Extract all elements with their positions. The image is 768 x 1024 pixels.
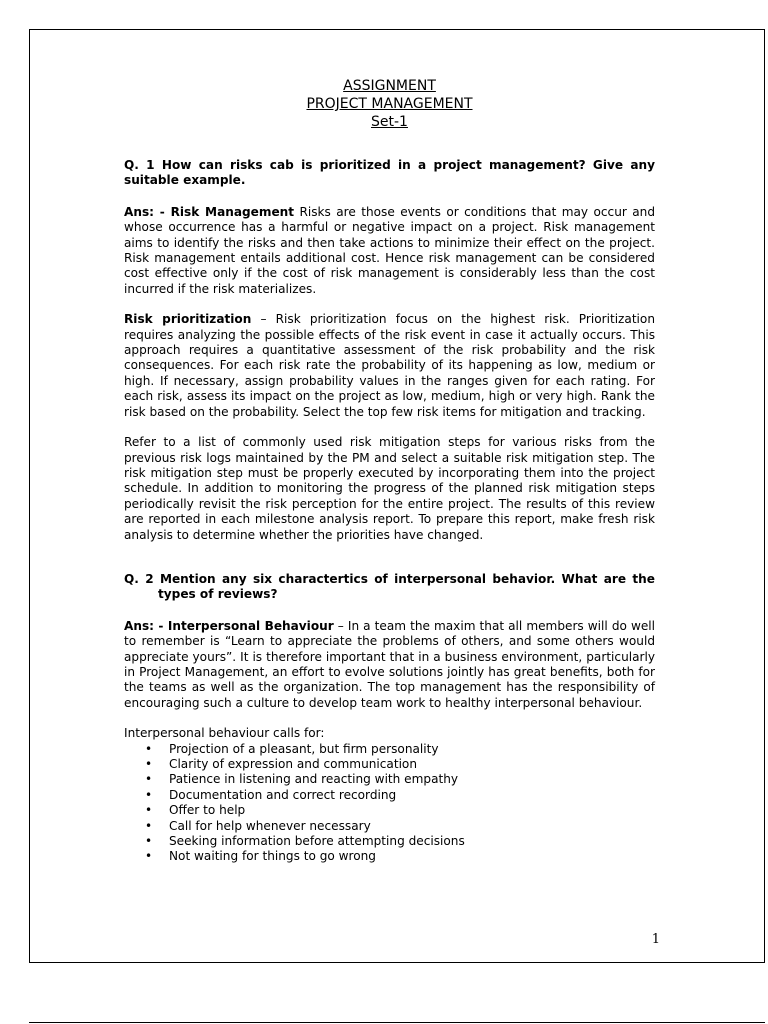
bullet-icon: •	[145, 757, 153, 771]
list-item: • Clarity of expression and communication	[145, 757, 417, 771]
answer-1-label: Ans: - Risk Management	[124, 204, 295, 219]
question-1: Q. 1 How can risks cab is prioritized in a project management? Give any suitable example.	[124, 158, 655, 188]
interpersonal-list	[124, 742, 655, 865]
bottom-divider	[29, 1022, 765, 1023]
document-title	[124, 77, 655, 131]
risk-mitigation-paragraph: Refer to a list of commonly used risk mitigation steps for various risks from the previous risk logs maintained by the PM and select a suitable risk mitigation step. The risk mitigation step must be properly executed by incorporating them into the project schedule. In addition to monitoring the progress of the planned risk mitigation steps periodically revisit the risk perception for the entire project. The results of this review are reported in each milestone analysis report. To prepare this report, make fresh risk analysis to determine whether the priorities have changed.	[124, 435, 655, 542]
answer-1-text: Risks are those events or conditions that may occur and whose occurrence has a harmful or negative impact on a project. Risk management aims to identify the risks and then take actions to minimize their effect on the project. Risk management entails additional cost. Hence risk management can be considered cost effective only if the cost of risk management is considerably less than the cost incurred if the risk materializes.	[124, 204, 655, 296]
answer-2-label: Ans: - Interpersonal Behaviour	[124, 618, 334, 633]
list-item: • Offer to help	[145, 803, 246, 818]
answer-2-interpersonal	[124, 619, 655, 711]
answer-1-risk-management	[124, 205, 655, 297]
bullet-icon: •	[145, 849, 153, 864]
list-item: • Not waiting for things to go wrong	[145, 849, 376, 864]
list-item: • Patience in listening and reacting with empathy	[145, 772, 459, 787]
risk-prioritization-label: Risk prioritization	[124, 312, 252, 327]
bullet-icon: •	[145, 741, 153, 756]
answer-2-text: – In a team the maxim that all members will do well to remember is “Learn to appreciate the problems of others, and some others would appreciate yours”. It is therefore important that in a business environment, particularly in Project Management, an effort to evolve solutions jointly has great benefits, both for the teams as well as the organization. The top management has the responsibility of encouraging such a culture to develop team work to healthy interpersonal behaviour.	[124, 618, 656, 710]
bullet-icon: •	[145, 787, 153, 802]
title-set: Set-1	[371, 114, 408, 130]
risk-prioritization-text: – Risk prioritization focus on the highest risk. Prioritization requires analyzing the possible effects of the risk event in case it actually occurs. This approach requires a quantitative assessment of the risk probability and the risk consequences. For each risk rate the probability of its happening as low, medium or high. If necessary, assign probability values in the ranges given for each rating. For each risk, assess its impact on the project as low, medium, high or very high. Rank the risk based on the probability. Select the top few risk items for mitigation and tracking.	[124, 312, 655, 419]
list-item: • Call for help whenever necessary	[145, 818, 371, 833]
question-2: Q. 2 Mention any six charactertics of interpersonal behavior. What are the types of reviews?	[124, 571, 655, 602]
document-content	[124, 77, 655, 865]
list-item: • Projection of a pleasant, but firm personality	[145, 741, 439, 756]
risk-prioritization-paragraph	[124, 312, 655, 420]
bullet-icon: •	[145, 834, 153, 849]
title-assignment: ASSIGNMENT	[343, 78, 436, 94]
list-item: • Documentation and correct recording	[145, 787, 397, 802]
bullet-icon: •	[145, 818, 153, 833]
list-item: • Seeking information before attempting decisions	[145, 834, 465, 849]
bullet-icon: •	[145, 803, 153, 818]
interpersonal-intro: Interpersonal behaviour calls for:	[124, 726, 325, 741]
title-subject: PROJECT MANAGEMENT	[306, 96, 473, 112]
page-number: 1	[651, 932, 660, 947]
bullet-icon: •	[145, 772, 153, 787]
